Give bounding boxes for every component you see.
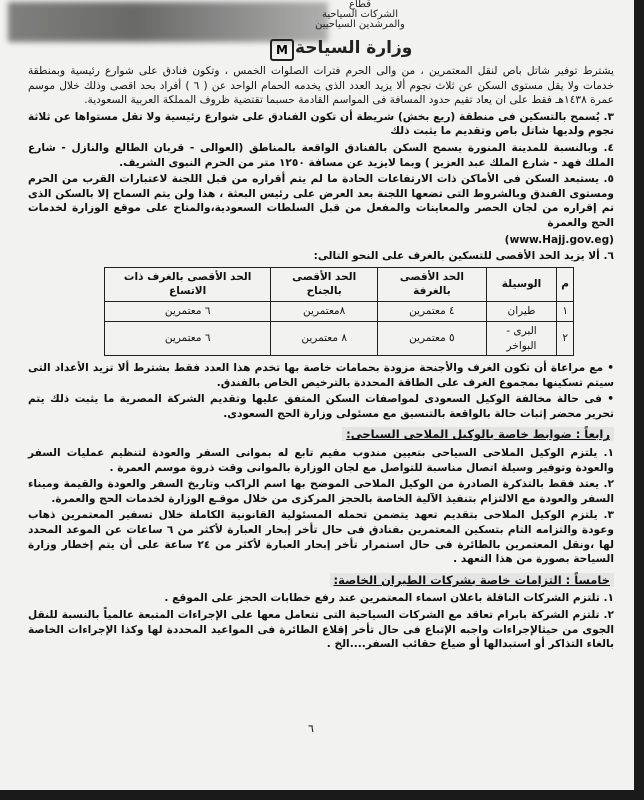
document-body <box>28 64 614 654</box>
sector-name: قطاع الشركات السياحية والمرشدين السياحيين <box>315 0 405 30</box>
bullet-item: • فى حالة مخالفة الوكيل السعودى لمواصفات السكن المتفق عليها وتقديم الشركة المصرية ما يثبت ذلك يتم تحرير محضر إثبات حالة بالواقعة بالتنسيق مع مسئولى وزارة الحج السعودى. <box>28 393 614 420</box>
table-header-row: م الوسيلة الحد الأقصى بالغرفة الحد الأقصى بالجناح الحد الأقصى بالغرف ذات الاتساع <box>105 267 574 301</box>
paragraph: ٦. ألا يزيد الحد الأقصى للتسكين بالغرف على النحو التالى: <box>313 250 614 263</box>
section-title: رابعاً : ضوابط خاصة بالوكيل الملاحى السياحى: <box>28 427 614 442</box>
ministry-logo-icon: M <box>270 39 294 61</box>
list-item: ٢. يعتد فقط بالتذكرة الصادرة من الوكيل الملاحى الموضح بها اسم الراكب وتاريخ السفر والعودة والقيمة وميناء السفر والعودة مع الالتزام بتنفيذ الآلية الخاصة بالحجز المركزى من خلال موقـع الوزارة لخدمات الحج والعمرة. <box>28 478 614 505</box>
list-item: ١. يلتزم الوكيل الملاحى السياحى بتعيين مندوب مقيم تابع له بموانى السفر والعودة لتنظيم عمليات السفر والعودة وتوفير وسيلة اتصال مناسبة للتواصل مع لجان الوزارة بالموانى وقت ذروة موسم العمرة . <box>28 447 614 474</box>
ministry-name: وزارة السياحة <box>295 38 413 58</box>
list-item: ١. تلتزم الشركات الناقلة باعلان اسماء المعتمرين عند رفع خطابات الحجز على الموقع . <box>164 592 614 605</box>
redacted-header-band <box>8 2 328 42</box>
bullet-item: • مع مراعاة أن تكون الغرف والأجنحة مزودة بحمامات خاصة بها تخدم هذا العدد فقط بشترط ألا تزيد الأعداد التى سيتم تسكينها بمجموع الغرف على الطاقة المحددة بالترخيص الخاص بالفندق. <box>28 362 614 389</box>
table-row: ٢ البرى - البواخر ٥ معتمرين ٨ معتمرين ٦ معتمرين <box>105 321 574 355</box>
paragraph: يشترط توفير شاتل باص لنقل المعتمرين ، من والى الحرم فترات الصلوات الخمس ، وتكون فنادق على شوارع رئيسية وبمنطقة خدمات ولا يقل مستوى السكن عن ثلاث نجوم ألا يزيد العدد الذى يخدمه الحمام الواحد عن ( ٦ ) أفراد بحد اقصى وذلك خلال موسم عمرة ١٤٣٨هـ فقط على ان يعاد تقيم حدود المسافة فى المواسم القادمة حسبما تقتضية ظروف المملكة العربية السعودية. <box>28 65 614 107</box>
accommodation-table <box>104 267 574 356</box>
page-number: ٦ <box>308 722 314 735</box>
paragraph: ٥. يستبعد السكن فى الأماكن ذات الارتفاعات الحادة ما لم يتم أقراره من قبل اللجنة لاعتبارات القرب من الحرم ومستوى الفندق وبالشروط التى تضعها اللجنة بعد العرض على رئيس البعثة ، هذا ولن يتم السماح إلا بالسكن الذى تم إقراره من لجان الحصر والمعاينات والمفعل من قبل السلطات السعودية،والمتاح على موقع الوزارة لخدمات الحج والعمرة <box>28 173 614 229</box>
table-row: ١ طيران ٤ معتمرين ٨معتمرين ٦ معتمرين <box>105 301 574 321</box>
section-title: خامساً : التزامات خاصة بشركات الطيران الخاصة: <box>28 573 614 588</box>
paragraph: ٤. وبالنسبة للمدينة المنورة يسمح السكن بالفنادق الواقعة بالمناطق (العوالى - قربان الطالع والنازل - شارع الملك فهد - شارع الملك عبد العزيز ) وبما لايزيد عن مسافة ١٢٥٠ متر من الحرم النبوى الشريف. <box>28 141 614 169</box>
list-item: ٢. تلتزم الشركة بابرام تعاقد مع الشركات السياحية التى تتعامل معها على الإجراءات المتبعة عالمياً بالنسبة للنقل الجوى من حيثالإجراءات واجبه الإتباع فى حال تأخر إقلاع الطائرة فى المواعيد المحددة لها وكذا الإجراءات الخاصة بالغاء التذاكر أو استبدالها أو ضياع حقائب السفر....الخ . <box>28 609 614 651</box>
paragraph: ٣. يُسمح بالتسكين فى منطقة (ريع بخش) شريطة أن تكون الفنادق على شوارع رئيسية ولا تقل مستواها عن ثلاثة نجوم ولديها شاتل باص وتقديم ما يثبت ذلك <box>28 110 614 138</box>
list-item: ٣. يلتزم الوكيل الملاحى بتقديم تعهد يتضمن تحمله المسئولية القانونية الكاملة خلال تسفير المعتمرين ذهاب وعودة والتزامه التام بتسكين المعتمرين بفنادق فى حال تأخر إبحار العبارة لأكثر من ٦ ساعات عن الموعد المحدد لها ،ونقل المعتمرين بالطائرة فى حال استمرار تأخر إبحار العبارة لأكثر من ٢٤ ساعة على أن يتم إخطار وزارة السياحة بصورة من هذا التعهد . <box>28 509 615 566</box>
website-link: (www.Hajj.gov.eg) <box>504 233 614 246</box>
